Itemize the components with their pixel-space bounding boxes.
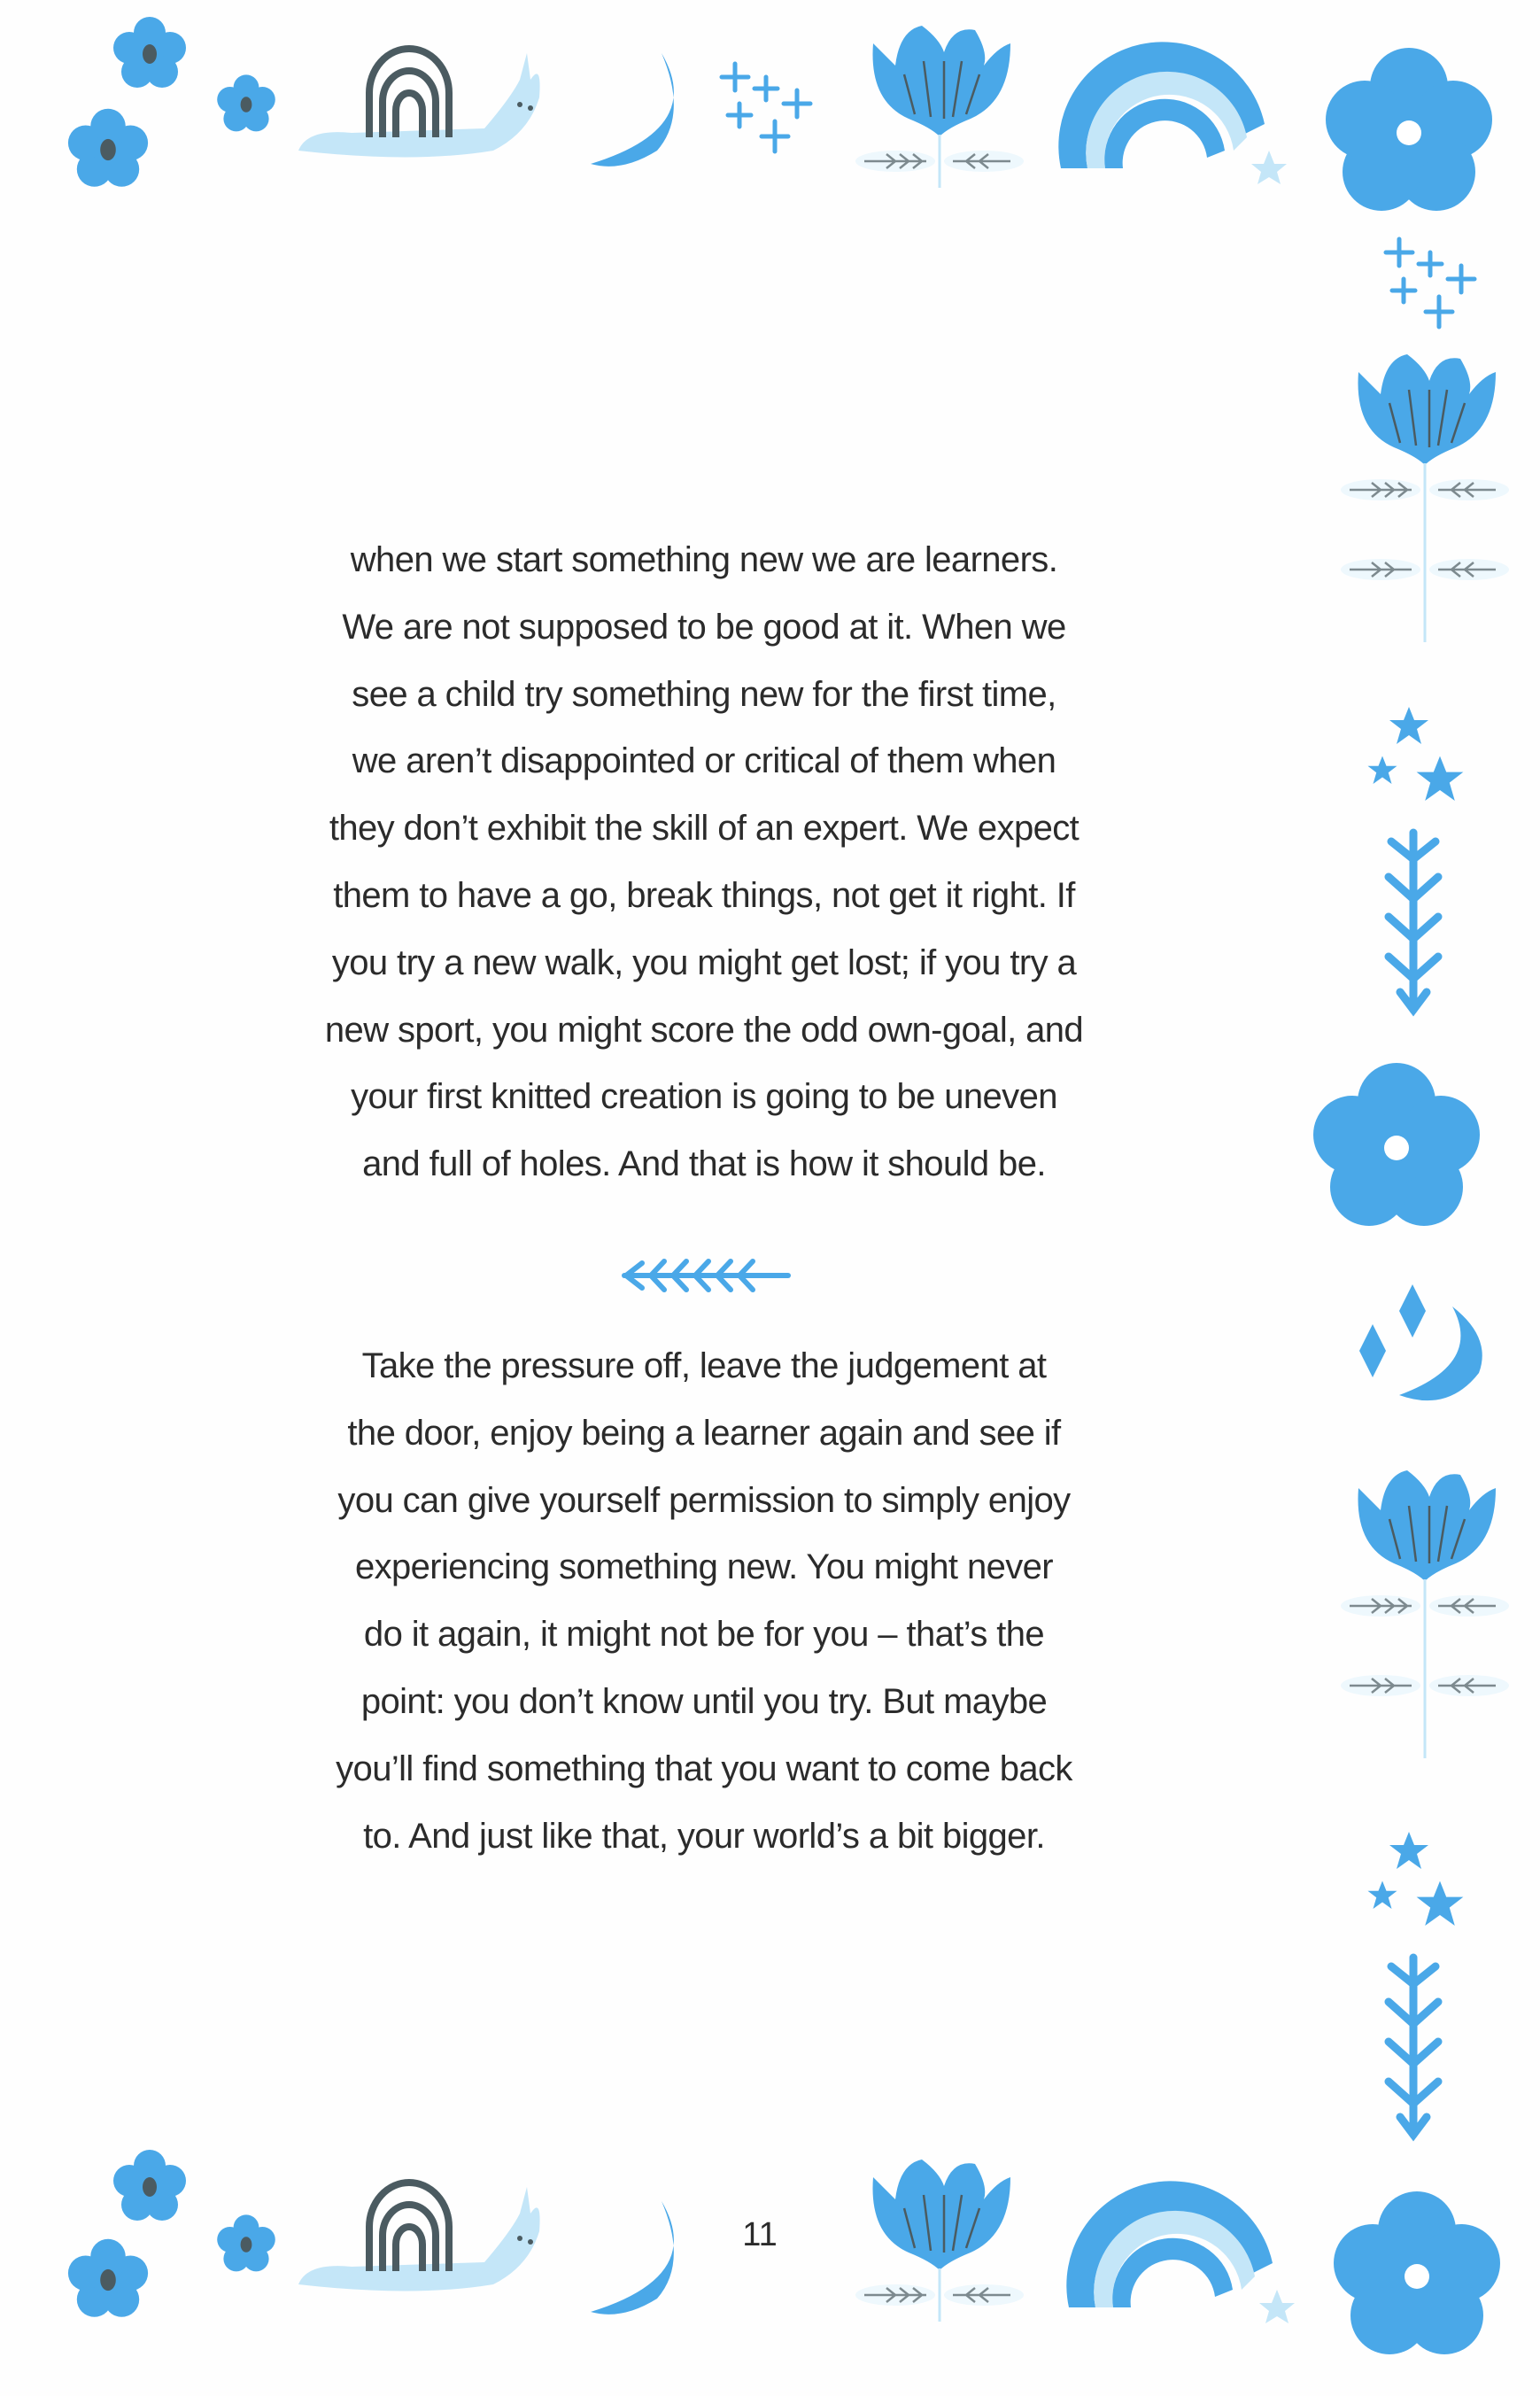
text-line: to. And just like that, your world’s a bit bigger. [363, 1816, 1045, 1856]
text-line: you try a new walk, you might get lost; if you try a [331, 942, 1077, 982]
text-line: We are not supposed to be good at it. When we [342, 607, 1066, 647]
tulip-icon [855, 2160, 1024, 2322]
text-line: see a child try something new for the first time, [352, 674, 1056, 714]
snail-icon [298, 2183, 540, 2291]
text-line: Take the pressure off, leave the judgement at [361, 1346, 1047, 1385]
text-line: when we start something new we are learners. [350, 540, 1058, 579]
paragraph-2 [0, 1333, 1408, 1870]
paragraph-1 [0, 527, 1408, 1198]
text-line: do it again, it might not be for you – that’s the [363, 1615, 1045, 1655]
flower-icon [217, 74, 275, 131]
text-line: and full of holes. And that is how it should be. [362, 1144, 1046, 1184]
text-line: you can give yourself permission to simply enjoy [337, 1480, 1071, 1520]
flower-icon [113, 2150, 186, 2221]
flower-icon [113, 17, 186, 88]
snail-icon [298, 49, 540, 158]
big-flower-icon [1326, 48, 1492, 211]
text-line: we aren’t disappointed or critical of them when [352, 741, 1056, 781]
text-line: you’ll find something that you want to come back [336, 1749, 1072, 1788]
sparkles-icon [1386, 239, 1474, 327]
moon-icon [591, 2201, 674, 2315]
leaf-divider-icon [624, 1261, 788, 1290]
text-line: the door, enjoy being a learner again and see if [347, 1413, 1061, 1453]
flower-icon [217, 2214, 275, 2271]
text-line: point: you don’t know until you try. But maybe [360, 1681, 1048, 1721]
big-flower-icon [1334, 2191, 1500, 2354]
text-line: them to have a go, break things, not get it right. If [333, 875, 1075, 915]
text-line: they don’t exhibit the skill of an expert. We expect [329, 809, 1080, 849]
text-line: new sport, you might score the odd own-goal, and [324, 1010, 1084, 1050]
rainbow-icon [1058, 42, 1287, 184]
sparkles-icon [722, 64, 810, 151]
flower-icon [68, 2239, 148, 2317]
page-number: 11 [742, 2216, 778, 2253]
moon-icon [591, 53, 674, 167]
flower-icon [68, 109, 148, 187]
tulip-icon [855, 26, 1024, 188]
rainbow-icon [1066, 2181, 1295, 2323]
text-line: your first knitted creation is going to be uneven [351, 1077, 1057, 1117]
text-line: experiencing something new. You might never [354, 1547, 1054, 1587]
branch-icon [1389, 1958, 1438, 2135]
